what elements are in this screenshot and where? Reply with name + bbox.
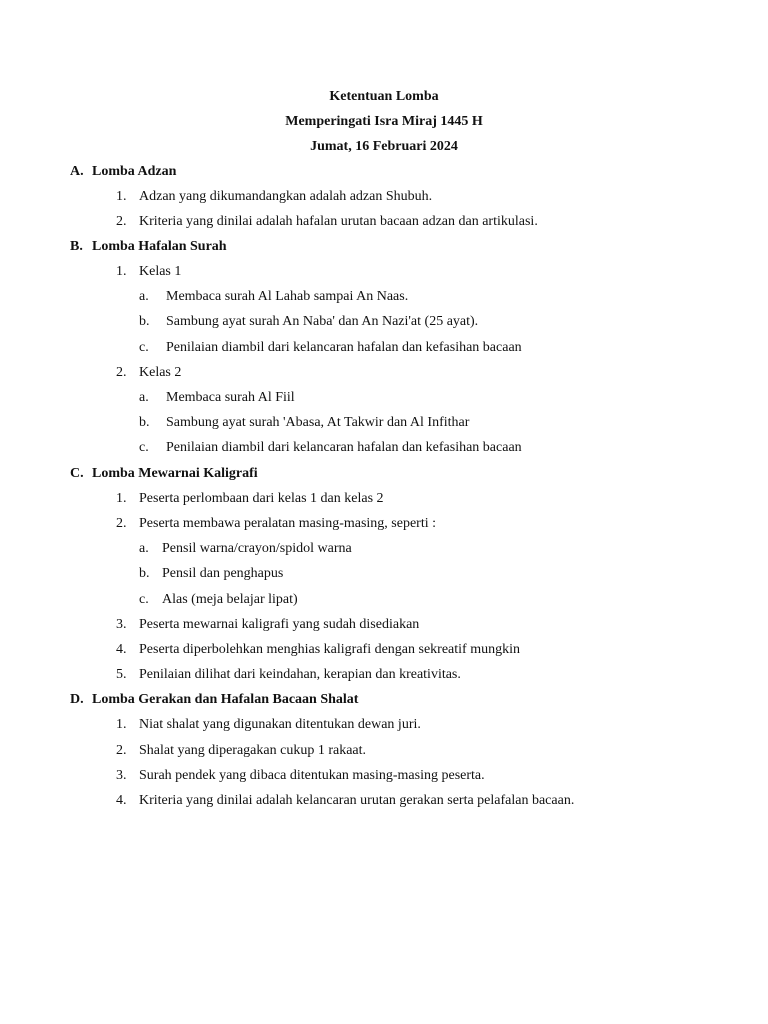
list-item-marker: 4. bbox=[116, 793, 127, 808]
list-item: Kelas 1 bbox=[139, 264, 182, 279]
list-item: Surah pendek yang dibaca ditentukan masing-masing peserta. bbox=[139, 768, 485, 783]
sublist-item: Pensil dan penghapus bbox=[162, 566, 284, 581]
list-item: Peserta perlombaan dari kelas 1 dan kelas 2 bbox=[139, 491, 384, 506]
list-item: Kriteria yang dinilai adalah hafalan urutan bacaan adzan dan artikulasi. bbox=[139, 214, 538, 229]
list-item: Shalat yang diperagakan cukup 1 rakaat. bbox=[139, 743, 367, 758]
sublist-item: Sambung ayat surah 'Abasa, At Takwir dan Al Infithar bbox=[166, 415, 470, 430]
sublist-item-marker: c. bbox=[139, 340, 149, 355]
list-item: Peserta membawa peralatan masing-masing, seperti : bbox=[139, 516, 437, 531]
sublist-item: Membaca surah Al Fiil bbox=[166, 390, 295, 405]
section-c-title: Lomba Mewarnai Kaligrafi bbox=[92, 466, 258, 481]
list-item-marker: 2. bbox=[116, 214, 127, 229]
section-a-title: Lomba Adzan bbox=[92, 164, 177, 179]
sublist-item-marker: c. bbox=[139, 592, 149, 607]
sublist-item: Penilaian diambil dari kelancaran hafalan dan kefasihan bacaan bbox=[166, 440, 522, 455]
list-item-marker: 3. bbox=[116, 617, 127, 632]
sublist-item: Sambung ayat surah An Naba' dan An Nazi'at (25 ayat). bbox=[166, 314, 479, 329]
doc-title: Ketentuan Lomba bbox=[329, 89, 439, 104]
sublist-item-marker: a. bbox=[139, 390, 149, 405]
list-item-marker: 2. bbox=[116, 516, 127, 531]
list-item: Kelas 2 bbox=[139, 365, 182, 380]
list-item-marker: 1. bbox=[116, 264, 127, 279]
list-item-marker: 2. bbox=[116, 365, 127, 380]
list-item: Niat shalat yang digunakan ditentukan dewan juri. bbox=[139, 717, 421, 732]
doc-subtitle: Memperingati Isra Miraj 1445 H bbox=[285, 114, 483, 129]
section-d-title: Lomba Gerakan dan Hafalan Bacaan Shalat bbox=[92, 692, 359, 707]
sublist-item: Penilaian diambil dari kelancaran hafalan dan kefasihan bacaan bbox=[166, 340, 522, 355]
section-a-marker: A. bbox=[70, 164, 84, 179]
sublist-item-marker: a. bbox=[139, 541, 149, 556]
list-item: Penilaian dilihat dari keindahan, kerapian dan kreativitas. bbox=[139, 667, 461, 682]
list-item: Kriteria yang dinilai adalah kelancaran urutan gerakan serta pelafalan bacaan. bbox=[139, 793, 575, 808]
doc-date: Jumat, 16 Februari 2024 bbox=[310, 139, 458, 154]
sublist-item: Alas (meja belajar lipat) bbox=[162, 592, 298, 607]
list-item: Peserta diperbolehkan menghias kaligrafi dengan sekreatif mungkin bbox=[139, 642, 520, 657]
section-c-marker: C. bbox=[70, 466, 84, 481]
list-item-marker: 1. bbox=[116, 491, 127, 506]
list-item-marker: 4. bbox=[116, 642, 127, 657]
list-item-marker: 3. bbox=[116, 768, 127, 783]
list-item-marker: 1. bbox=[116, 189, 127, 204]
sublist-item-marker: a. bbox=[139, 289, 149, 304]
sublist-item-marker: b. bbox=[139, 314, 150, 329]
list-item: Peserta mewarnai kaligrafi yang sudah disediakan bbox=[139, 617, 420, 632]
sublist-item: Membaca surah Al Lahab sampai An Naas. bbox=[166, 289, 409, 304]
sublist-item-marker: c. bbox=[139, 440, 149, 455]
list-item-marker: 5. bbox=[116, 667, 127, 682]
list-item-marker: 2. bbox=[116, 743, 127, 758]
sublist-item-marker: b. bbox=[139, 415, 150, 430]
section-d-marker: D. bbox=[70, 692, 84, 707]
section-b-title: Lomba Hafalan Surah bbox=[92, 239, 227, 254]
sublist-item: Pensil warna/crayon/spidol warna bbox=[162, 541, 352, 556]
list-item-marker: 1. bbox=[116, 717, 127, 732]
list-item: Adzan yang dikumandangkan adalah adzan Shubuh. bbox=[139, 189, 433, 204]
section-b-marker: B. bbox=[70, 239, 83, 254]
sublist-item-marker: b. bbox=[139, 566, 150, 581]
